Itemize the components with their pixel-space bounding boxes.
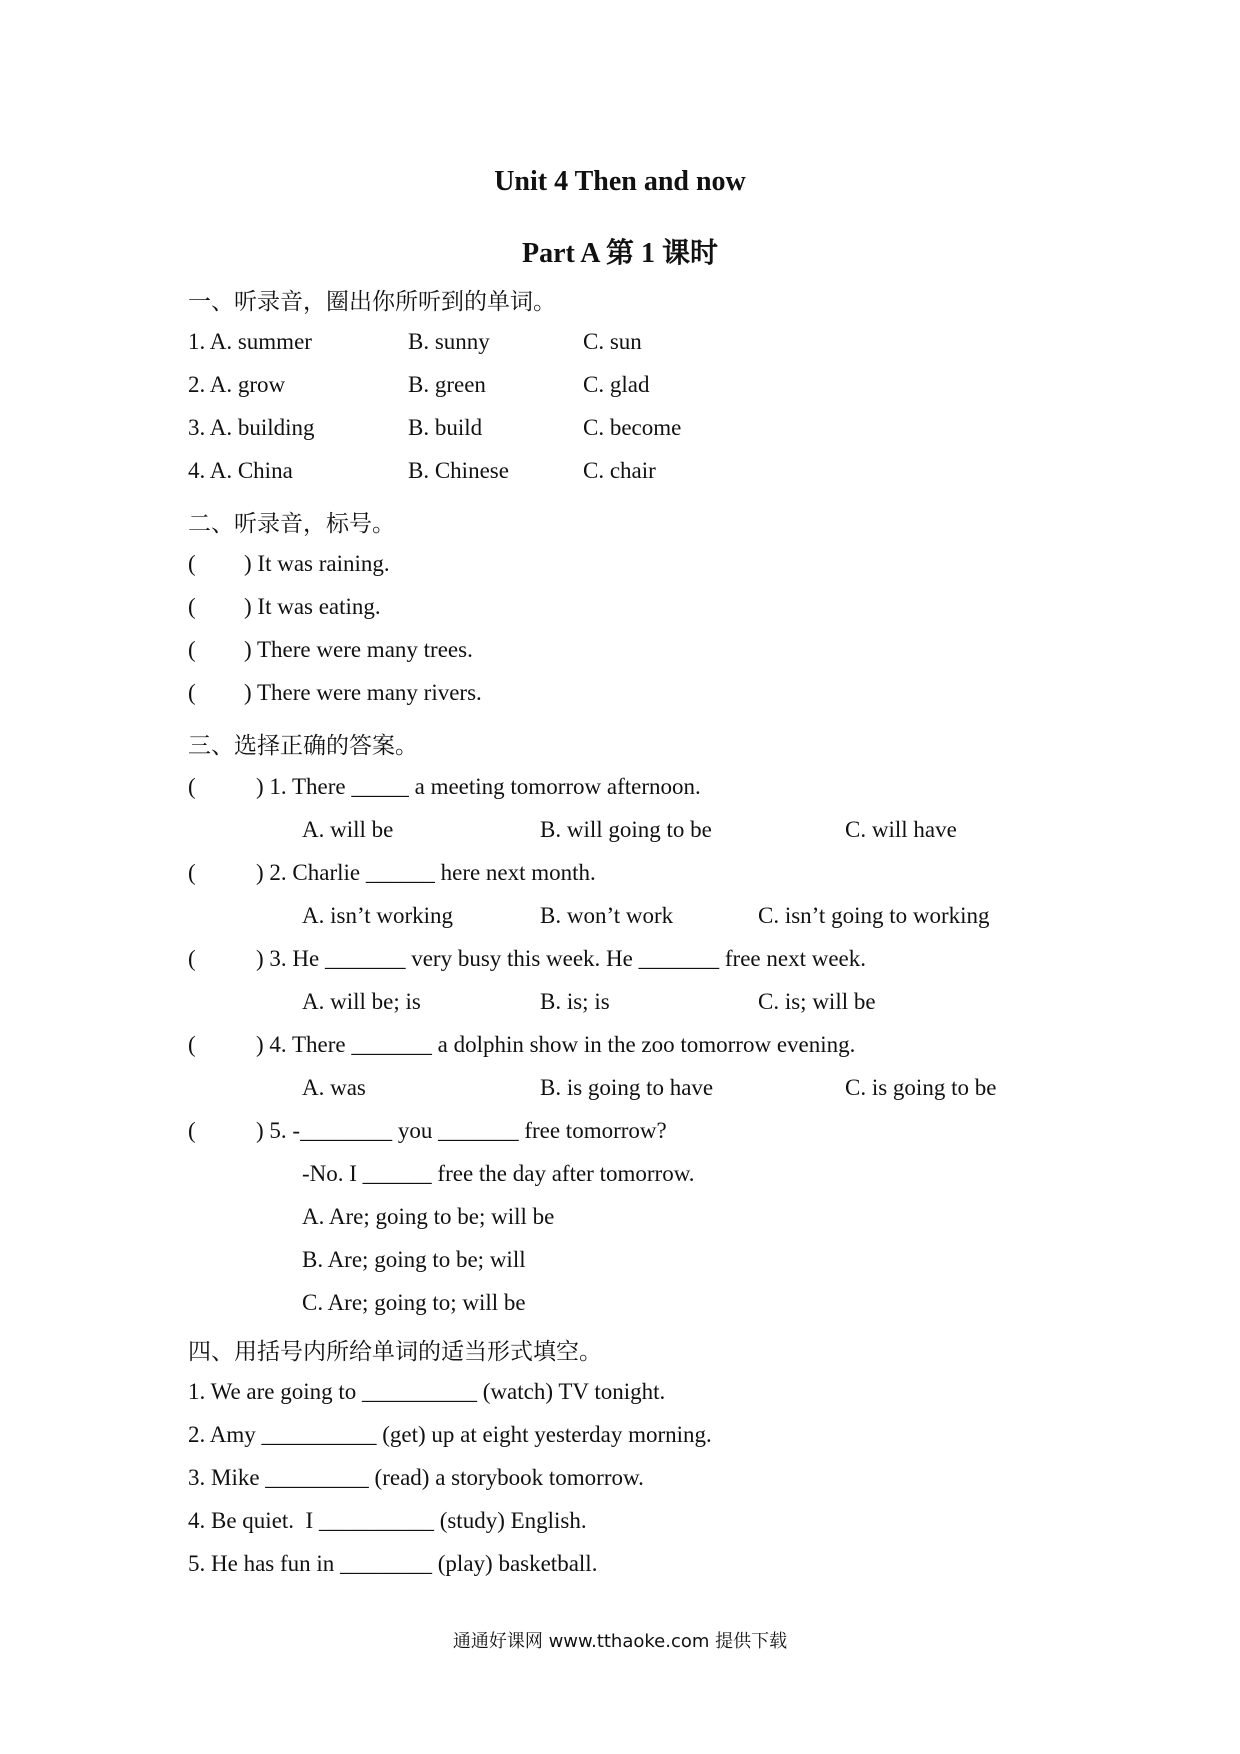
- worksheet-title: Unit 4 Then and now: [494, 166, 746, 197]
- s4-item-3: 3. Mike _________ (read) a storybook tomorrow.: [188, 1465, 644, 1490]
- s3-q2-option-c: C. isn’t going to working: [758, 903, 990, 928]
- s2-item-1: ) It was raining.: [244, 551, 390, 576]
- s3-question-1: ) 1. There _____ a meeting tomorrow afternoon.: [256, 774, 701, 799]
- s3-q1-option-a: A. will be: [302, 817, 394, 842]
- s3-q4-option-b: B. is going to have: [540, 1075, 714, 1100]
- section-4-heading: 四、用括号内所给单词的适当形式填空。: [188, 1339, 602, 1365]
- s2-paren: (: [188, 637, 196, 662]
- s3-q4-option-a: A. was: [302, 1075, 366, 1100]
- section-2-heading: 二、听录音，标号。: [188, 511, 395, 537]
- s3-q3-option-a: A. will be; is: [302, 989, 421, 1014]
- s4-item-2: 2. Amy __________ (get) up at eight yesterday morning.: [188, 1422, 712, 1447]
- s2-item-2: ) It was eating.: [244, 594, 381, 619]
- worksheet-subtitle: Part A 第 1 课时: [522, 238, 718, 269]
- s2-paren: (: [188, 680, 196, 705]
- s1-q2-option-a: 2. A. grow: [188, 372, 286, 397]
- s1-q3-option-b: B. build: [408, 415, 483, 440]
- s2-item-3: ) There were many trees.: [244, 637, 473, 662]
- s1-q4-option-a: 4. A. China: [188, 458, 293, 483]
- s3-q5-option-b: B. Are; going to be; will: [302, 1247, 526, 1272]
- s1-q2-option-b: B. green: [408, 372, 486, 397]
- s3-paren: (: [188, 774, 196, 799]
- s3-q3-option-c: C. is; will be: [758, 989, 876, 1014]
- s3-paren: (: [188, 1032, 196, 1057]
- s3-question-3: ) 3. He _______ very busy this week. He _______ free next week.: [256, 946, 866, 971]
- s4-item-5: 5. He has fun in ________ (play) basketball.: [188, 1551, 598, 1576]
- s4-item-4: 4. Be quiet. I __________ (study) English.: [188, 1508, 587, 1533]
- s3-q2-option-a: A. isn’t working: [302, 903, 453, 928]
- s2-paren: (: [188, 551, 196, 576]
- s3-q5-option-a: A. Are; going to be; will be: [302, 1204, 555, 1229]
- s1-q1-option-c: C. sun: [583, 329, 642, 354]
- s1-q4-option-b: B. Chinese: [408, 458, 509, 483]
- s3-paren: (: [188, 1118, 196, 1143]
- section-3-heading: 三、选择正确的答案。: [188, 733, 418, 759]
- section-1-heading: 一、听录音，圈出你所听到的单词。: [188, 289, 556, 315]
- s3-question-5: ) 5. -________ you _______ free tomorrow?: [256, 1118, 667, 1143]
- s3-question-5-line-2: -No. I ______ free the day after tomorrow.: [302, 1161, 695, 1186]
- s1-q4-option-c: C. chair: [583, 458, 656, 483]
- s1-q1-option-b: B. sunny: [408, 329, 490, 354]
- s4-item-1: 1. We are going to __________ (watch) TV tonight.: [188, 1379, 666, 1404]
- s3-q1-option-c: C. will have: [845, 817, 957, 842]
- s3-question-2: ) 2. Charlie ______ here next month.: [256, 860, 596, 885]
- s3-question-4: ) 4. There _______ a dolphin show in the zoo tomorrow evening.: [256, 1032, 856, 1057]
- s1-q3-option-a: 3. A. building: [188, 415, 315, 440]
- s3-q5-option-c: C. Are; going to; will be: [302, 1290, 526, 1315]
- footer-watermark: 通通好课网 www.tthaoke.com 提供下载: [452, 1631, 788, 1652]
- s3-q2-option-b: B. won’t work: [540, 903, 674, 928]
- s3-paren: (: [188, 946, 196, 971]
- s3-q1-option-b: B. will going to be: [540, 817, 712, 842]
- s3-q4-option-c: C. is going to be: [845, 1075, 997, 1100]
- s1-q2-option-c: C. glad: [583, 372, 650, 397]
- s3-q3-option-b: B. is; is: [540, 989, 610, 1014]
- s2-item-4: ) There were many rivers.: [244, 680, 482, 705]
- s2-paren: (: [188, 594, 196, 619]
- s3-paren: (: [188, 860, 196, 885]
- s1-q3-option-c: C. become: [583, 415, 682, 440]
- s1-q1-option-a: 1. A. summer: [188, 329, 312, 354]
